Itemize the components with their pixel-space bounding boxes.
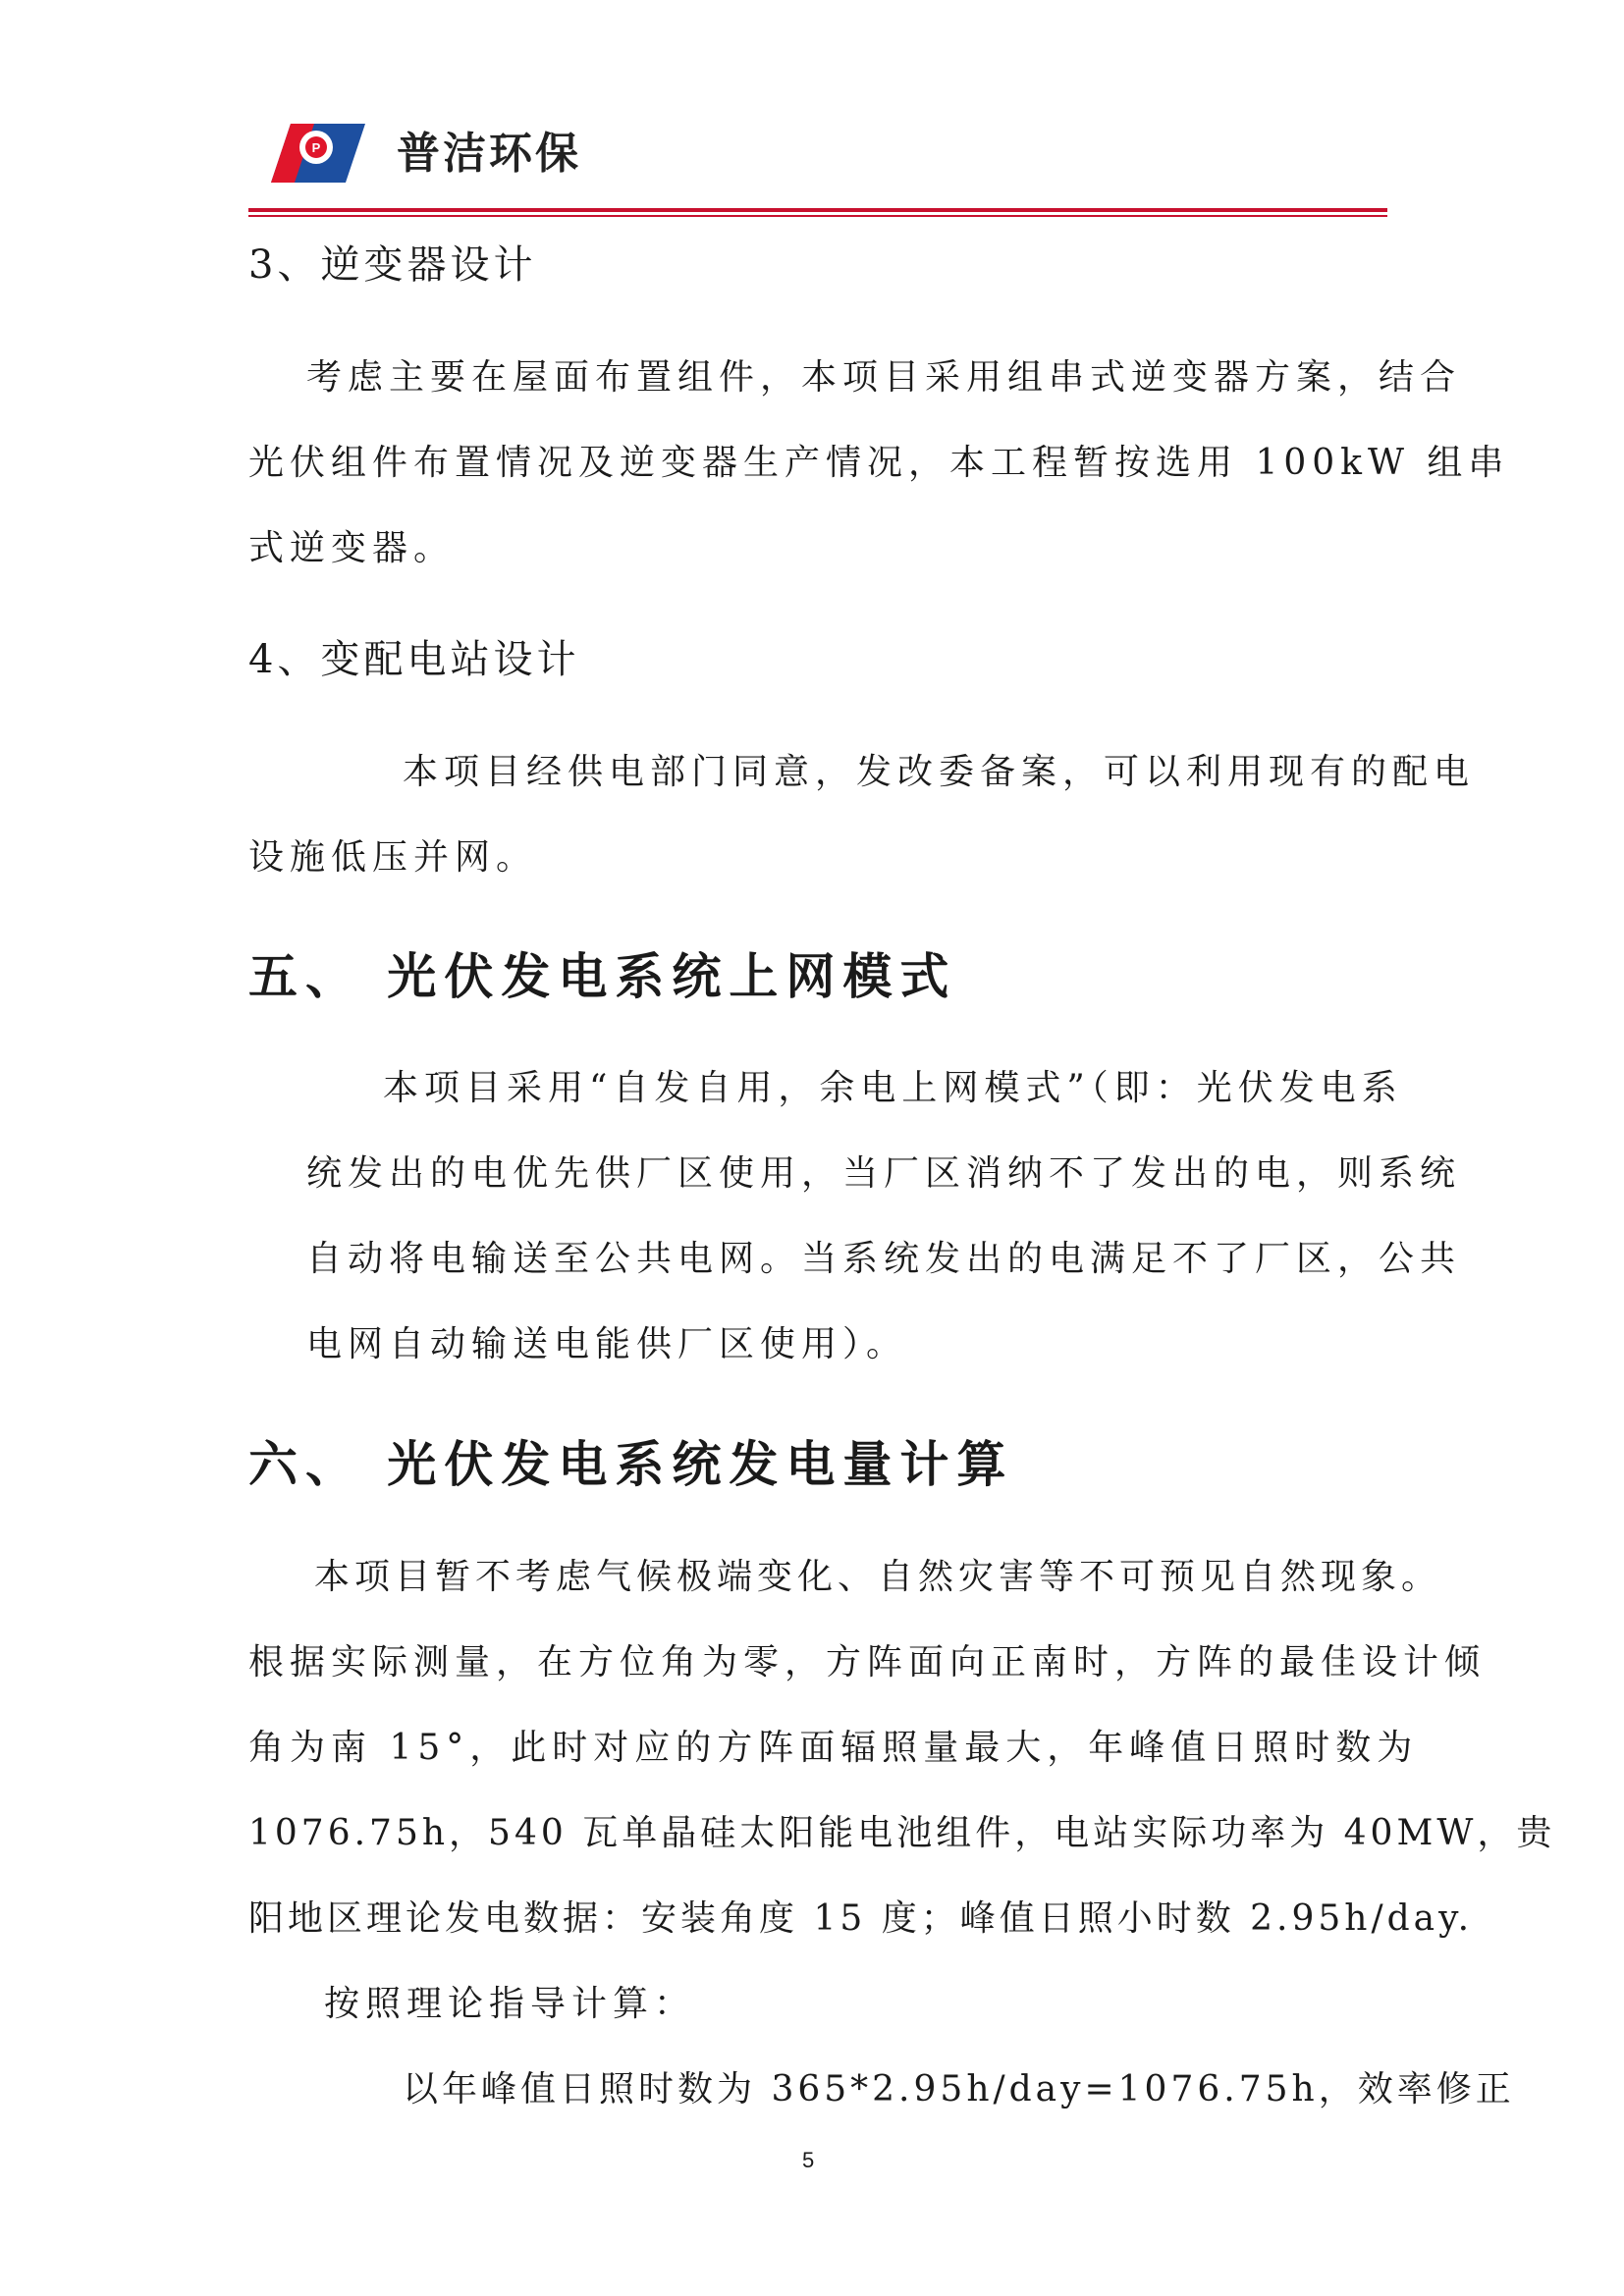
sec4-line-1: 本项目经供电部门同意，发改委备案，可以利用现有的配电 [403, 752, 1476, 792]
section-4-title: 4、变配电站设计 [248, 637, 580, 682]
header-rule-thick [248, 208, 1387, 212]
section-6-title: 六、 光伏发电系统发电量计算 [248, 1436, 1014, 1493]
sec6-line-5: 阳地区理论发电数据：安装角度 15 度；峰值日照小时数 2.95h/day. [248, 1898, 1474, 1939]
header-rule-thin [248, 215, 1387, 217]
sec3-line-1: 考虑主要在屋面布置组件，本项目采用组串式逆变器方案，结合 [306, 357, 1462, 398]
company-name: 普洁环保 [397, 129, 581, 179]
sec5-line-3: 自动将电输送至公共电网。当系统发出的电满足不了厂区，公共 [306, 1239, 1462, 1279]
section-5-title: 五、 光伏发电系统上网模式 [248, 948, 957, 1005]
sec3-line-3: 式逆变器。 [248, 528, 456, 568]
sec6-line-2: 根据实际测量，在方位角为零，方阵面向正南时，方阵的最佳设计倾 [248, 1642, 1487, 1682]
sec4-line-2: 设施低压并网。 [248, 837, 538, 878]
sec3-line-2: 光伏组件布置情况及逆变器生产情况，本工程暂按选用 100kW 组串 [248, 443, 1510, 483]
sec6-line-3: 角为南 15°，此时对应的方阵面辐照量最大，年峰值日照时数为 [248, 1728, 1419, 1768]
sec5-line-2: 统发出的电优先供厂区使用，当厂区消纳不了发出的电，则系统 [306, 1153, 1462, 1194]
sec6-line-4: 1076.75h，540 瓦单晶硅太阳能电池组件，电站实际功率为 40MW，贵 [248, 1813, 1556, 1853]
company-logo [271, 124, 365, 183]
sec5-line-4: 电网自动输送电能供厂区使用）。 [306, 1324, 908, 1364]
logo-letter: P [311, 140, 321, 155]
page-number: 5 [802, 2148, 815, 2172]
sec6-line-1: 本项目暂不考虑气候极端变化、自然灾害等不可预见自然现象。 [314, 1557, 1442, 1597]
sec6-line-7: 以年峰值日照时数为 365*2.95h/day=1076.75h，效率修正 [403, 2069, 1515, 2109]
sec5-line-1: 本项目采用“自发自用，余电上网模式”（即：光伏发电系 [383, 1068, 1403, 1108]
section-3-title: 3、逆变器设计 [248, 242, 537, 288]
sec6-line-6: 按照理论指导计算： [324, 1984, 696, 2024]
